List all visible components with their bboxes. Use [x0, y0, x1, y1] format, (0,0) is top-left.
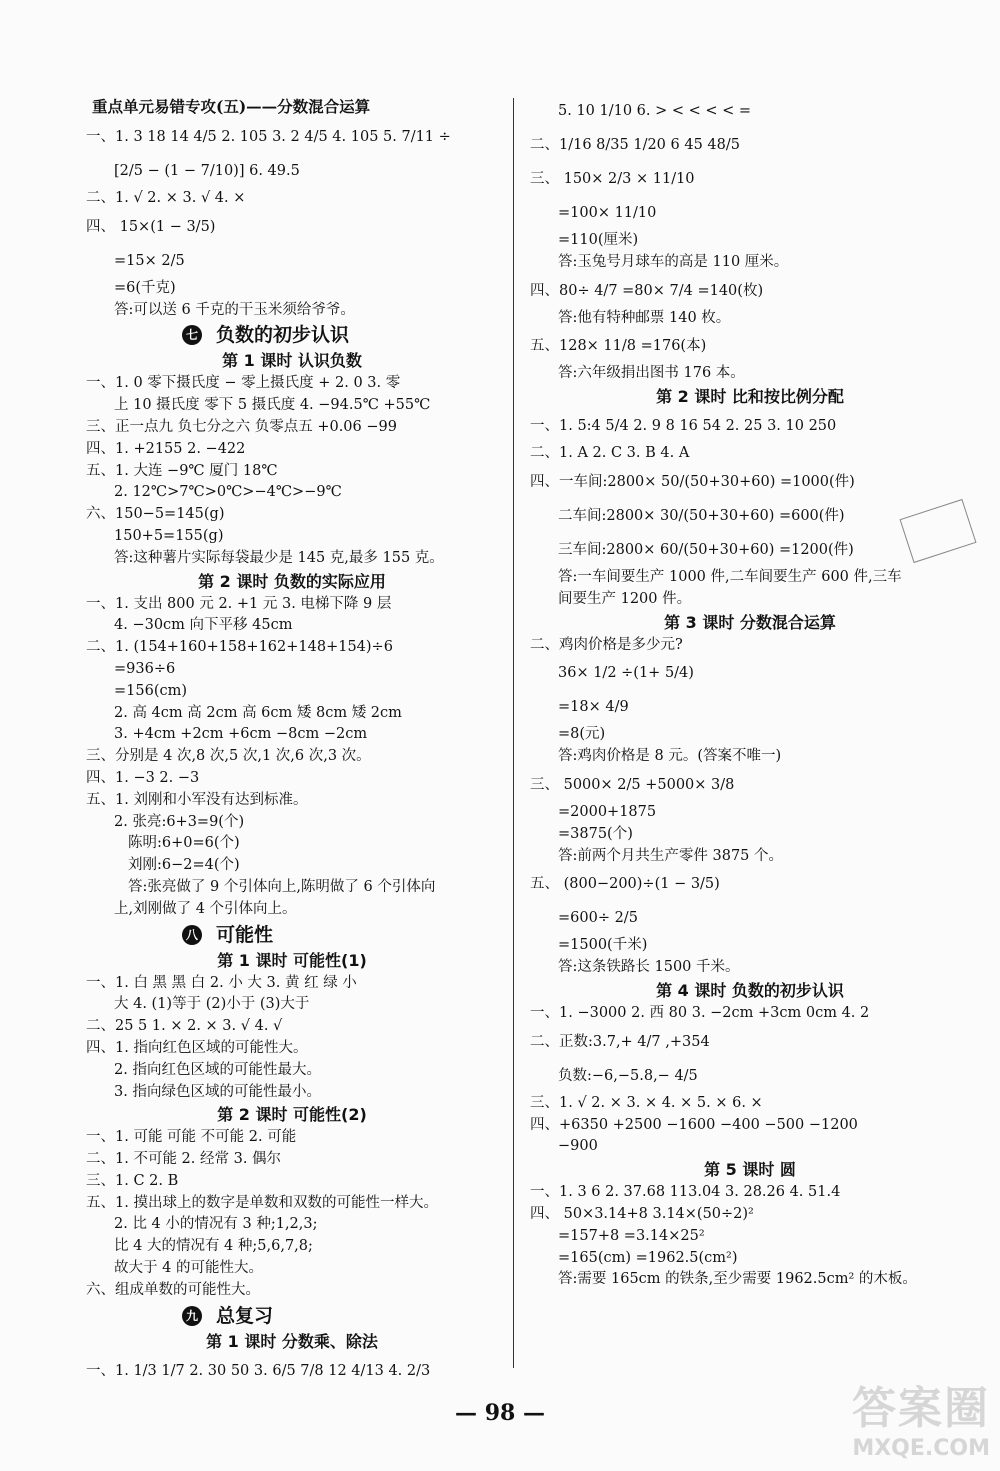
answer-line: 五、1. 大连 −9℃ 厦门 18℃ — [86, 462, 278, 479]
unit-heading — [86, 1302, 498, 1330]
answer-line: 三、分别是 4 次,8 次,5 次,1 次,6 次,3 次。 — [86, 748, 371, 765]
unit-number-badge: 九 — [182, 1306, 202, 1326]
answer-line: 3. 指向绿色区域的可能性最小。 — [114, 1083, 321, 1100]
answer-line: 150+5=155(g) — [114, 527, 224, 544]
answer-line: 5. 10 1/10 6. > < < < < = — [558, 103, 752, 119]
answer-line: 五、1. 刘刚和小军没有达到标准。 — [86, 791, 308, 808]
answer-line: 五、128× 11/8 =176(本) — [530, 338, 707, 355]
answer-line: 一、1. 0 零下摄氏度 − 零上摄氏度 + 2. 0 3. 零 — [86, 375, 401, 392]
answer-line: 36× 1/2 ÷(1+ 5/4) — [558, 665, 694, 682]
answer-line: =156(cm) — [114, 682, 188, 699]
answer-line: 答:这条铁路长 1500 千米。 — [558, 959, 740, 976]
column-divider — [513, 98, 514, 1368]
answer-line: =600÷ 2/5 — [558, 910, 638, 927]
answer-line: 2. 比 4 小的情况有 3 种;1,2,3; — [114, 1216, 318, 1233]
answer-line: 二车间:2800× 30/(50+30+60) =600(件) — [558, 507, 845, 524]
answer-line: 负数:−6,−5.8,− 4/5 — [558, 1067, 698, 1084]
answer-line: 上,刘刚做了 4 个引体向上。 — [114, 900, 297, 917]
left-column — [86, 94, 498, 1388]
answer-line: 四、1. 指向红色区域的可能性大。 — [86, 1039, 308, 1056]
answer-line: 六、150−5=145(g) — [86, 506, 225, 523]
answer-line: 答:需要 165cm 的铁条,至少需要 1962.5cm² 的木板。 — [558, 1271, 917, 1288]
answer-line: [2/5 − (1 − 7/10)] 6. 49.5 — [114, 163, 300, 179]
answer-line: 2. 指向红色区域的可能性最大。 — [114, 1061, 321, 1078]
watermark-logo — [852, 1372, 990, 1461]
answer-line: 二、1. 不可能 2. 经常 3. 偶尔 — [86, 1151, 282, 1168]
answer-line: 二、1. (154+160+158+162+148+154)÷6 — [86, 639, 393, 656]
watermark-sub: MXQE.COM — [852, 1436, 990, 1461]
answer-line: =6(千克) — [114, 279, 176, 296]
answer-line: 答:鸡肉价格是 8 元。(答案不唯一) — [558, 748, 782, 765]
answer-line: 三车间:2800× 60/(50+30+60) =1200(件) — [558, 541, 854, 558]
unit-heading — [86, 321, 498, 349]
answer-line: 2. 高 4cm 高 2cm 高 6cm 矮 8cm 矮 2cm — [114, 704, 402, 721]
answer-line: 二、1/16 8/35 1/20 6 45 48/5 — [530, 137, 740, 153]
unit-number-badge: 八 — [182, 925, 202, 945]
answer-line: =110(厘米) — [558, 232, 639, 248]
answer-line: 二、鸡肉价格是多少元? — [530, 636, 683, 653]
answer-line: 一、1. −3000 2. 西 80 3. −2cm +3cm 0cm 4. 2 — [530, 1004, 870, 1021]
answer-line: 五、1. 摸出球上的数字是单数和双数的可能性一样大。 — [86, 1194, 438, 1211]
answer-line: =100× 11/10 — [558, 205, 657, 221]
page-number: — 98 — — [455, 1400, 545, 1426]
answer-line: 答:玉兔号月球车的高是 110 厘米。 — [558, 253, 789, 270]
answer-line: 四、+6350 +2500 −1600 −400 −500 −1200 — [530, 1116, 858, 1133]
answer-line: 一、1. 5:4 5/4 2. 9 8 16 54 2. 25 3. 10 250 — [530, 418, 837, 435]
unit-title: 可能性 — [216, 923, 274, 946]
answer-line: 故大于 4 的可能性大。 — [114, 1260, 263, 1277]
lesson-heading: 第 4 课时 负数的初步认识 — [656, 980, 844, 1000]
answer-line: 一、1. 支出 800 元 2. +1 元 3. 电梯下降 9 层 — [86, 595, 392, 612]
answer-line: 二、1. A 2. C 3. B 4. A — [530, 445, 690, 462]
answer-line: =8(元) — [558, 726, 606, 743]
section-title: 重点单元易错专攻(五)——分数混合运算 — [92, 97, 371, 116]
answer-line: 二、1. √ 2. × 3. √ 4. × — [86, 190, 246, 206]
answer-line: 陈明:6+0=6(个) — [128, 835, 240, 852]
lesson-heading: 第 5 课时 圆 — [704, 1160, 796, 1180]
answer-line: =2000+1875 — [558, 803, 657, 820]
answer-line: =157+8 =3.14×25² — [558, 1227, 705, 1244]
lesson-heading: 第 2 课时 比和按比例分配 — [656, 387, 844, 407]
answer-line: =936÷6 — [114, 660, 176, 677]
answer-line: 一、1. 可能 可能 不可能 2. 可能 — [86, 1129, 297, 1146]
lesson-heading: 第 1 课时 分数乘、除法 — [206, 1331, 378, 1351]
answer-line: 四、一车间:2800× 50/(50+30+60) =1000(件) — [530, 473, 855, 490]
answer-line: 一、1. 3 6 2. 37.68 113.04 3. 28.26 4. 51.4 — [530, 1184, 841, 1201]
right-column-body — [530, 94, 970, 1291]
answer-line: 三、1. C 2. B — [86, 1172, 179, 1189]
lesson-heading: 第 1 课时 可能性(1) — [217, 950, 367, 970]
answer-line: 五、 (800−200)÷(1 − 3/5) — [530, 876, 720, 893]
answer-line: 四、80÷ 4/7 =80× 7/4 =140(枚) — [530, 282, 764, 299]
lesson-heading: 第 3 课时 分数混合运算 — [664, 612, 836, 632]
answer-line: 三、 150× 2/3 × 11/10 — [530, 171, 695, 187]
answer-line: 一、1. 3 18 14 4/5 2. 105 3. 2 4/5 4. 105 5. 7/11 ÷ — [86, 129, 451, 145]
answer-line: 一、1. 白 黑 黑 白 2. 小 大 3. 黄 红 绿 小 — [86, 974, 357, 991]
answer-line: 二、25 5 1. × 2. × 3. √ 4. √ — [86, 1018, 283, 1035]
answer-line: 大 4. (1)等于 (2)小于 (3)大于 — [114, 996, 310, 1013]
answer-line: 四、 15×(1 − 3/5) — [86, 218, 216, 235]
answer-line: 答:他有特种邮票 140 枚。 — [558, 309, 731, 326]
lesson-heading: 第 1 课时 认识负数 — [222, 351, 362, 371]
answer-line: −900 — [558, 1138, 598, 1155]
answer-line: =18× 4/9 — [558, 699, 629, 716]
answer-line: =15× 2/5 — [114, 252, 185, 269]
answer-line: 三、正一点九 负七分之六 负零点五 +0.06 −99 — [86, 418, 397, 435]
right-column — [530, 94, 970, 1291]
answer-line: 3. +4cm +2cm +6cm −8cm −2cm — [114, 726, 368, 743]
answer-line: 2. 张亮:6+3=9(个) — [114, 813, 245, 830]
answer-line: 三、 5000× 2/5 +5000× 3/8 — [530, 776, 735, 793]
unit-heading — [86, 921, 498, 949]
answer-line: 刘刚:6−2=4(个) — [128, 857, 240, 874]
answer-line: 2. 12℃>7℃>0℃>−4℃>−9℃ — [114, 484, 342, 501]
answer-line: 上 10 摄氏度 零下 5 摄氏度 4. −94.5℃ +55℃ — [114, 397, 431, 414]
answer-line: 答:六年级捐出图书 176 本。 — [558, 365, 745, 382]
answer-line: 四、1. −3 2. −3 — [86, 769, 200, 786]
answer-line: 答:可以送 6 千克的干玉米须给爷爷。 — [114, 301, 355, 318]
answer-line: 4. −30cm 向下平移 45cm — [114, 617, 293, 634]
answer-line: =165(cm) =1962.5(cm²) — [558, 1249, 738, 1266]
unit-number-badge: 七 — [182, 325, 202, 345]
answer-line: 六、组成单数的可能性大。 — [86, 1281, 260, 1298]
answer-line: 二、正数:3.7,+ 4/7 ,+354 — [530, 1033, 710, 1050]
answer-line: =1500(千米) — [558, 937, 648, 954]
answer-line: 一、1. 1/3 1/7 2. 30 50 3. 6/5 7/8 12 4/13 4. 2/3 — [86, 1362, 431, 1379]
answer-line: =3875(个) — [558, 825, 633, 842]
answer-line: 答:这种薯片实际每袋最少是 145 克,最多 155 克。 — [114, 549, 444, 566]
lesson-heading: 第 2 课时 可能性(2) — [217, 1105, 367, 1125]
answer-line: 三、1. √ 2. × 3. × 4. × 5. × 6. × — [530, 1094, 763, 1111]
answer-line: 四、 50×3.14+8 3.14×(50÷2)² — [530, 1205, 754, 1222]
answer-line: 间要生产 1200 件。 — [558, 590, 692, 607]
lesson-heading: 第 2 课时 负数的实际应用 — [198, 571, 386, 591]
left-column-body — [86, 120, 498, 1388]
answer-line: 答:前两个月共生产零件 3875 个。 — [558, 847, 784, 864]
answer-line: 答:一车间要生产 1000 件,二车间要生产 600 件,三车 — [558, 568, 902, 585]
answer-line: 答:张亮做了 9 个引体向上,陈明做了 6 个引体向 — [128, 878, 436, 895]
answer-line: 比 4 大的情况有 4 种;5,6,7,8; — [114, 1238, 313, 1255]
answer-line: 四、1. +2155 2. −422 — [86, 440, 246, 457]
watermark-main: 答案圈 — [852, 1383, 990, 1434]
unit-title: 总复习 — [216, 1304, 274, 1327]
unit-title: 负数的初步认识 — [216, 324, 350, 347]
